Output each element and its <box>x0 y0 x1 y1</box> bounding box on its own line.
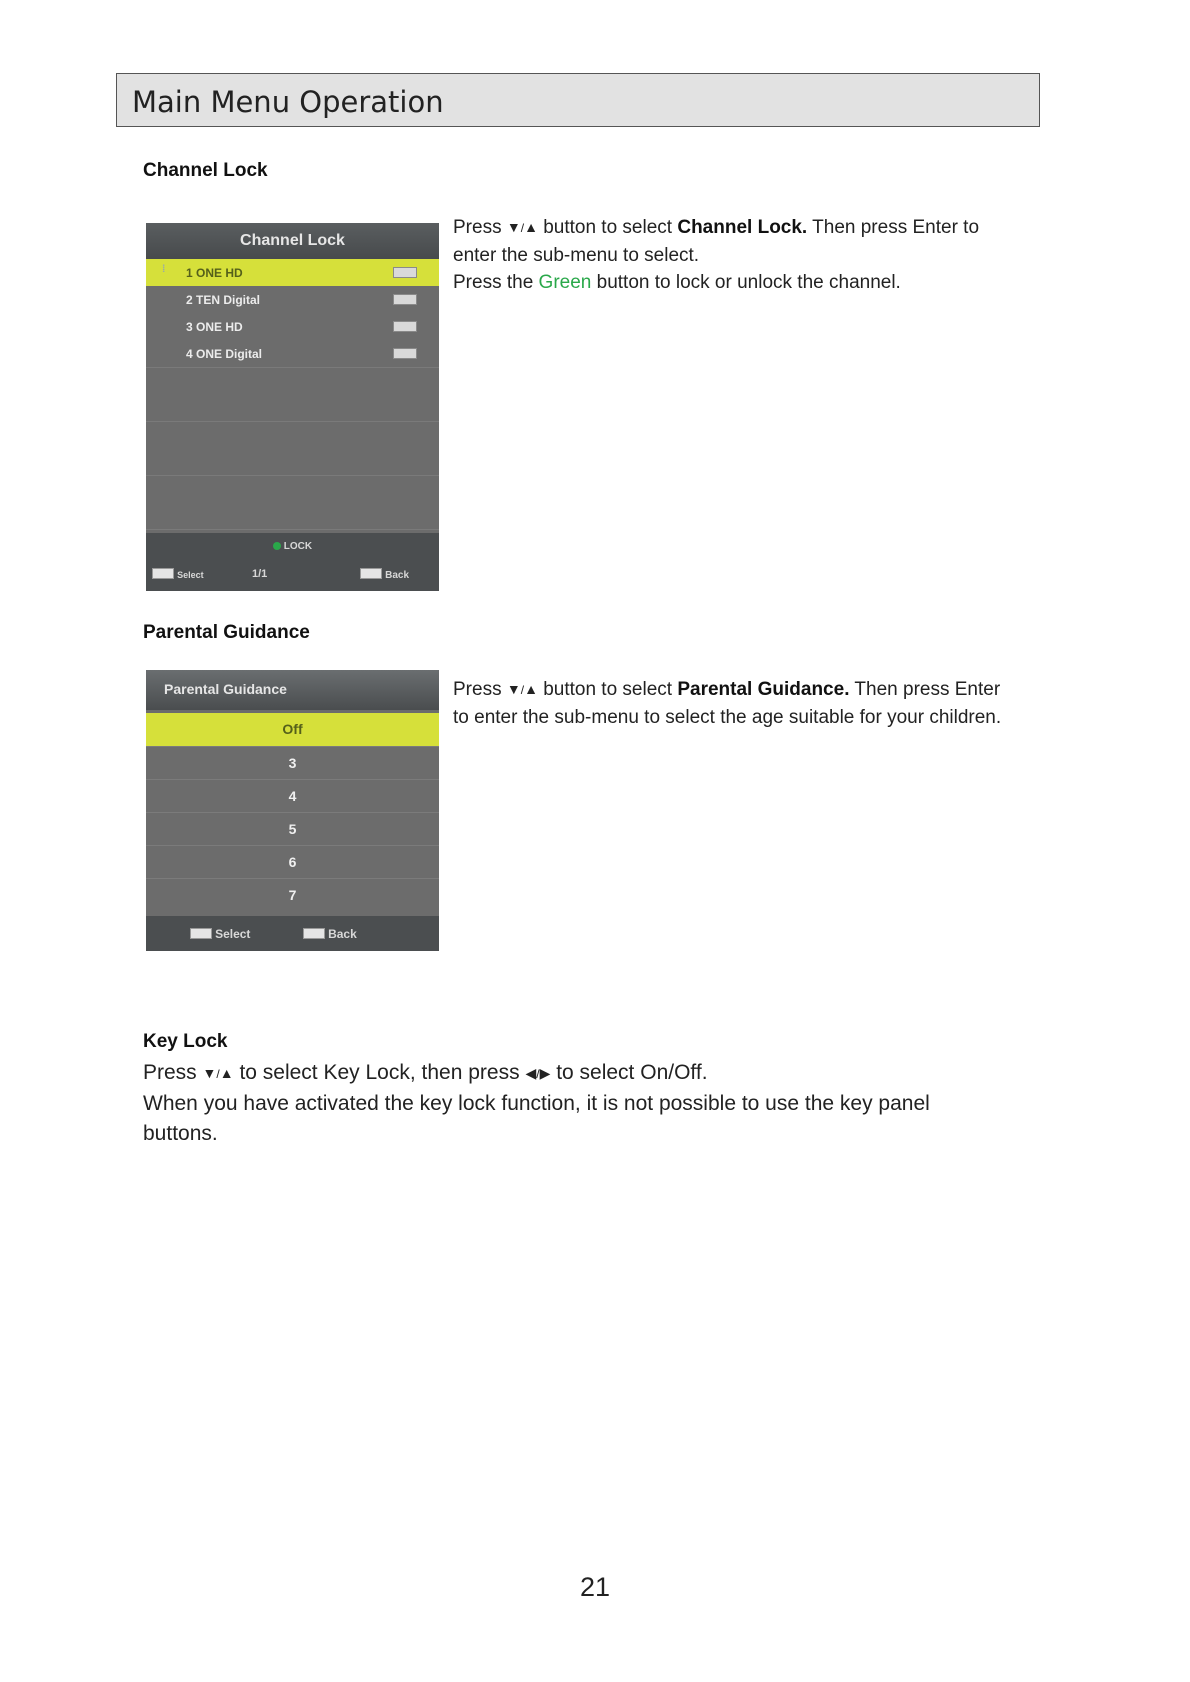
parental-guidance-screen-title: Parental Guidance <box>164 681 287 697</box>
up-arrow-icon: ▲ <box>524 681 538 697</box>
channel-label: 4 ONE Digital <box>186 347 263 361</box>
slash: / <box>216 1067 220 1081</box>
lock-legend <box>146 541 439 552</box>
menu-key-icon <box>360 568 382 579</box>
enter-key-icon <box>190 928 212 939</box>
age-option[interactable]: 7 <box>146 878 439 912</box>
lock-status-icon <box>393 321 417 332</box>
select-hint-label: Select <box>177 570 204 580</box>
parental-guidance-screen-title-bar <box>146 670 439 710</box>
back-hint <box>303 927 357 941</box>
text-bold-term: Parental Guidance. <box>677 679 850 700</box>
menu-key-icon <box>303 928 325 939</box>
age-option[interactable]: Off <box>146 713 439 746</box>
channel-lock-instructions <box>453 214 1093 296</box>
key-lock-instructions <box>143 1058 1043 1149</box>
channel-label: 1 ONE HD <box>186 266 243 280</box>
divider <box>146 421 439 422</box>
select-hint <box>152 568 204 581</box>
text-line: buttons. <box>143 1122 218 1145</box>
age-option[interactable]: 6 <box>146 845 439 879</box>
down-arrow-icon: ▼ <box>506 219 521 235</box>
back-hint <box>360 568 409 581</box>
down-arrow-icon: ▼ <box>506 681 521 697</box>
text-fragment: to select Key Lock, then press <box>239 1061 520 1084</box>
text-press: Press <box>453 679 502 700</box>
lock-status-icon <box>393 294 417 305</box>
channel-lock-screen-title-bar <box>146 223 439 259</box>
lock-status-icon <box>393 348 417 359</box>
slash: / <box>520 221 525 235</box>
text-line: enter the sub-menu to select. <box>453 245 700 266</box>
divider <box>146 475 439 476</box>
channel-label: 3 ONE HD <box>186 320 243 334</box>
right-arrow-icon: ▶ <box>539 1065 551 1081</box>
enter-key-icon <box>152 568 174 579</box>
text-line: to enter the sub-menu to select the age suitable for your children. <box>453 707 1002 728</box>
slash: / <box>536 1067 540 1081</box>
key-lock-heading: Key Lock <box>143 1031 228 1052</box>
page-number: 21 <box>579 1572 611 1602</box>
channel-lock-footer <box>146 533 439 591</box>
select-hint-label: Select <box>215 927 251 941</box>
up-arrow-icon: ▲ <box>524 219 538 235</box>
channel-row[interactable] <box>146 313 439 340</box>
parental-guidance-screen <box>146 670 439 951</box>
channel-row[interactable] <box>146 259 439 286</box>
parental-guidance-footer <box>146 916 439 951</box>
text-fragment: button to select <box>543 217 673 238</box>
page-header <box>116 73 1040 127</box>
down-arrow-icon: ▼ <box>202 1065 217 1081</box>
selection-marker-icon: ⁞ <box>162 264 166 275</box>
green-dot-icon <box>273 542 281 550</box>
select-hint <box>190 927 250 941</box>
age-option[interactable]: 3 <box>146 746 439 780</box>
channel-lock-screen <box>146 223 439 591</box>
slash: / <box>520 683 525 697</box>
left-arrow-icon: ◀ <box>525 1065 537 1081</box>
channel-row[interactable] <box>146 340 439 367</box>
up-arrow-icon: ▲ <box>219 1065 234 1081</box>
text-fragment: Press the <box>453 272 534 293</box>
text-press: Press <box>143 1061 197 1084</box>
lock-status-icon <box>393 267 417 278</box>
text-green-term: Green <box>538 272 592 293</box>
text-fragment: button to select <box>543 679 673 700</box>
text-fragment: to select On/Off. <box>556 1061 708 1084</box>
divider <box>146 529 439 530</box>
age-option[interactable]: 4 <box>146 779 439 813</box>
channel-label: 2 TEN Digital <box>186 293 261 307</box>
text-fragment: Then press Enter <box>854 679 1001 700</box>
lock-legend-label: LOCK <box>283 541 313 552</box>
age-option[interactable]: 5 <box>146 812 439 846</box>
text-fragment: Then press Enter to <box>812 217 980 238</box>
text-line: When you have activated the key lock function, it is not possible to use the key panel <box>143 1092 930 1115</box>
channel-lock-heading: Channel Lock <box>143 160 268 181</box>
page-indicator: 1/1 <box>252 568 268 580</box>
back-hint-label: Back <box>385 570 409 581</box>
parental-guidance-instructions <box>453 676 1093 731</box>
back-hint-label: Back <box>328 927 357 941</box>
channel-row[interactable] <box>146 286 439 313</box>
parental-guidance-heading: Parental Guidance <box>143 622 310 643</box>
divider <box>146 367 439 368</box>
page-title: Main Menu Operation <box>132 85 444 119</box>
text-bold-term: Channel Lock. <box>677 217 808 238</box>
text-fragment: button to lock or unlock the channel. <box>596 272 901 293</box>
text-press: Press <box>453 217 502 238</box>
channel-lock-screen-title: Channel Lock <box>240 232 345 249</box>
